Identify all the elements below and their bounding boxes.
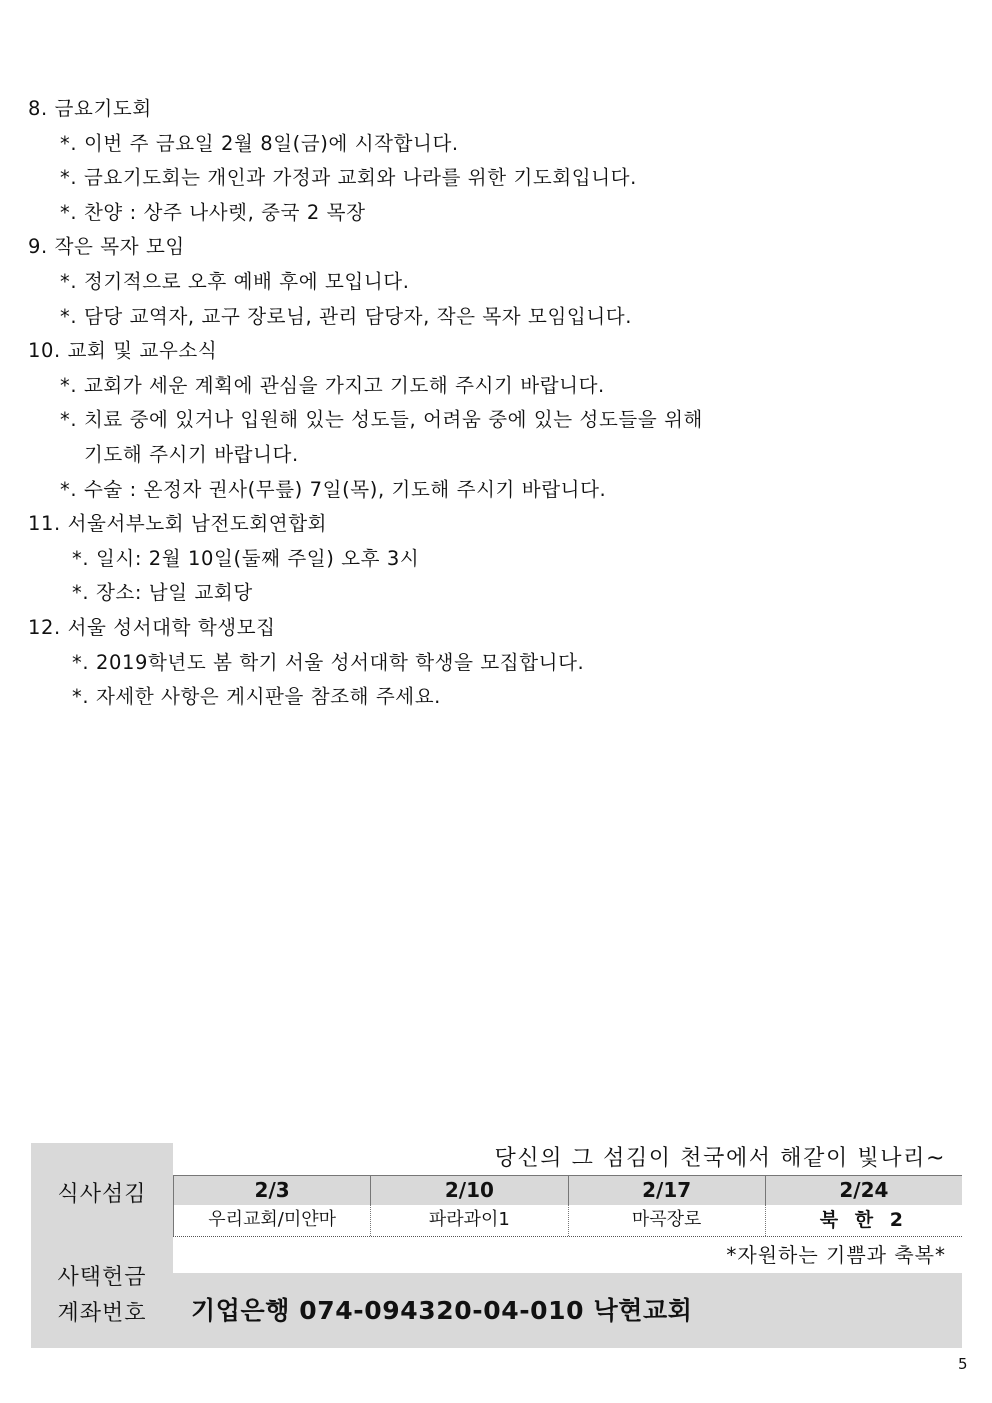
announcement-item: *. 이번 주 금요일 2월 8일(금)에 시작합니다. — [60, 131, 459, 155]
announcement-item: *. 담당 교역자, 교구 장로님, 관리 담당자, 작은 목자 모임입니다. — [60, 304, 633, 328]
announcement-item: *. 자세한 사항은 게시판을 참조해 주세요. — [72, 685, 441, 709]
announcement-item: *. 정기적으로 오후 예배 후에 모입니다. — [60, 269, 410, 293]
announcement-list — [0, 92, 992, 715]
announcement-item-continuation: 기도해 주시기 바랍니다. — [84, 442, 299, 466]
meal-date-cell: 2/17 — [568, 1176, 765, 1205]
announcement-item: *. 교회가 세운 계획에 관심을 가지고 기도해 주시기 바랍니다. — [60, 373, 605, 397]
section-heading: 10. 교회 및 교우소식 — [28, 339, 218, 363]
announcement-item: *. 장소: 남일 교회당 — [72, 581, 253, 605]
offering-label: 사택헌금 — [57, 1265, 147, 1290]
meal-service-label: 식사섬김 — [57, 1182, 147, 1207]
section-heading: 12. 서울 성서대학 학생모집 — [28, 615, 276, 639]
meal-name-cell: 마곡장로 — [568, 1204, 765, 1236]
meal-date-cell: 2/10 — [370, 1176, 567, 1205]
meal-name-cell: 파라과이1 — [370, 1204, 567, 1236]
account-row — [173, 1273, 962, 1348]
section-heading: 9. 작은 목자 모임 — [28, 235, 185, 259]
footer-info-box — [31, 1143, 962, 1348]
meal-name-cell: 우리교회/미얀마 — [173, 1204, 370, 1236]
announcement-item: *. 2019학년도 봄 학기 서울 성서대학 학생을 모집합니다. — [72, 650, 585, 674]
meal-name-cell: 북 한 2 — [765, 1204, 962, 1236]
announcement-item: *. 일시: 2월 10일(둘째 주일) 오후 3시 — [72, 546, 420, 570]
page-number: 5 — [958, 1355, 968, 1373]
section-heading: 8. 금요기도회 — [28, 97, 152, 120]
announcement-item: *. 찬양 : 상주 나사렛, 중국 2 목장 — [60, 200, 366, 224]
announcement-item: *. 수술 : 온정자 권사(무릎) 7일(목), 기도해 주시기 바랍니다. — [60, 477, 607, 501]
meal-date-cell: 2/3 — [173, 1176, 370, 1205]
motto-text: 당신의 그 섬김이 천국에서 해같이 빛나리~ — [494, 1146, 946, 1171]
meal-service-dates-row — [173, 1175, 962, 1205]
meal-date-cell: 2/24 — [765, 1176, 962, 1205]
footer-label-column — [31, 1143, 173, 1348]
meal-service-names-row — [173, 1204, 962, 1237]
account-label: 계좌번호 — [57, 1301, 147, 1326]
offering-note: *자원하는 기쁨과 축복* — [726, 1243, 946, 1267]
section-heading: 11. 서울서부노회 남전도회연합회 — [28, 512, 328, 536]
announcement-item: *. 치료 중에 있거나 입원해 있는 성도들, 어려움 중에 있는 성도들을 위해 — [60, 408, 703, 432]
announcement-item: *. 금요기도회는 개인과 가정과 교회와 나라를 위한 기도회입니다. — [60, 166, 637, 190]
account-number-text: 기업은행 074-094320-04-010 낙현교회 — [191, 1296, 693, 1325]
